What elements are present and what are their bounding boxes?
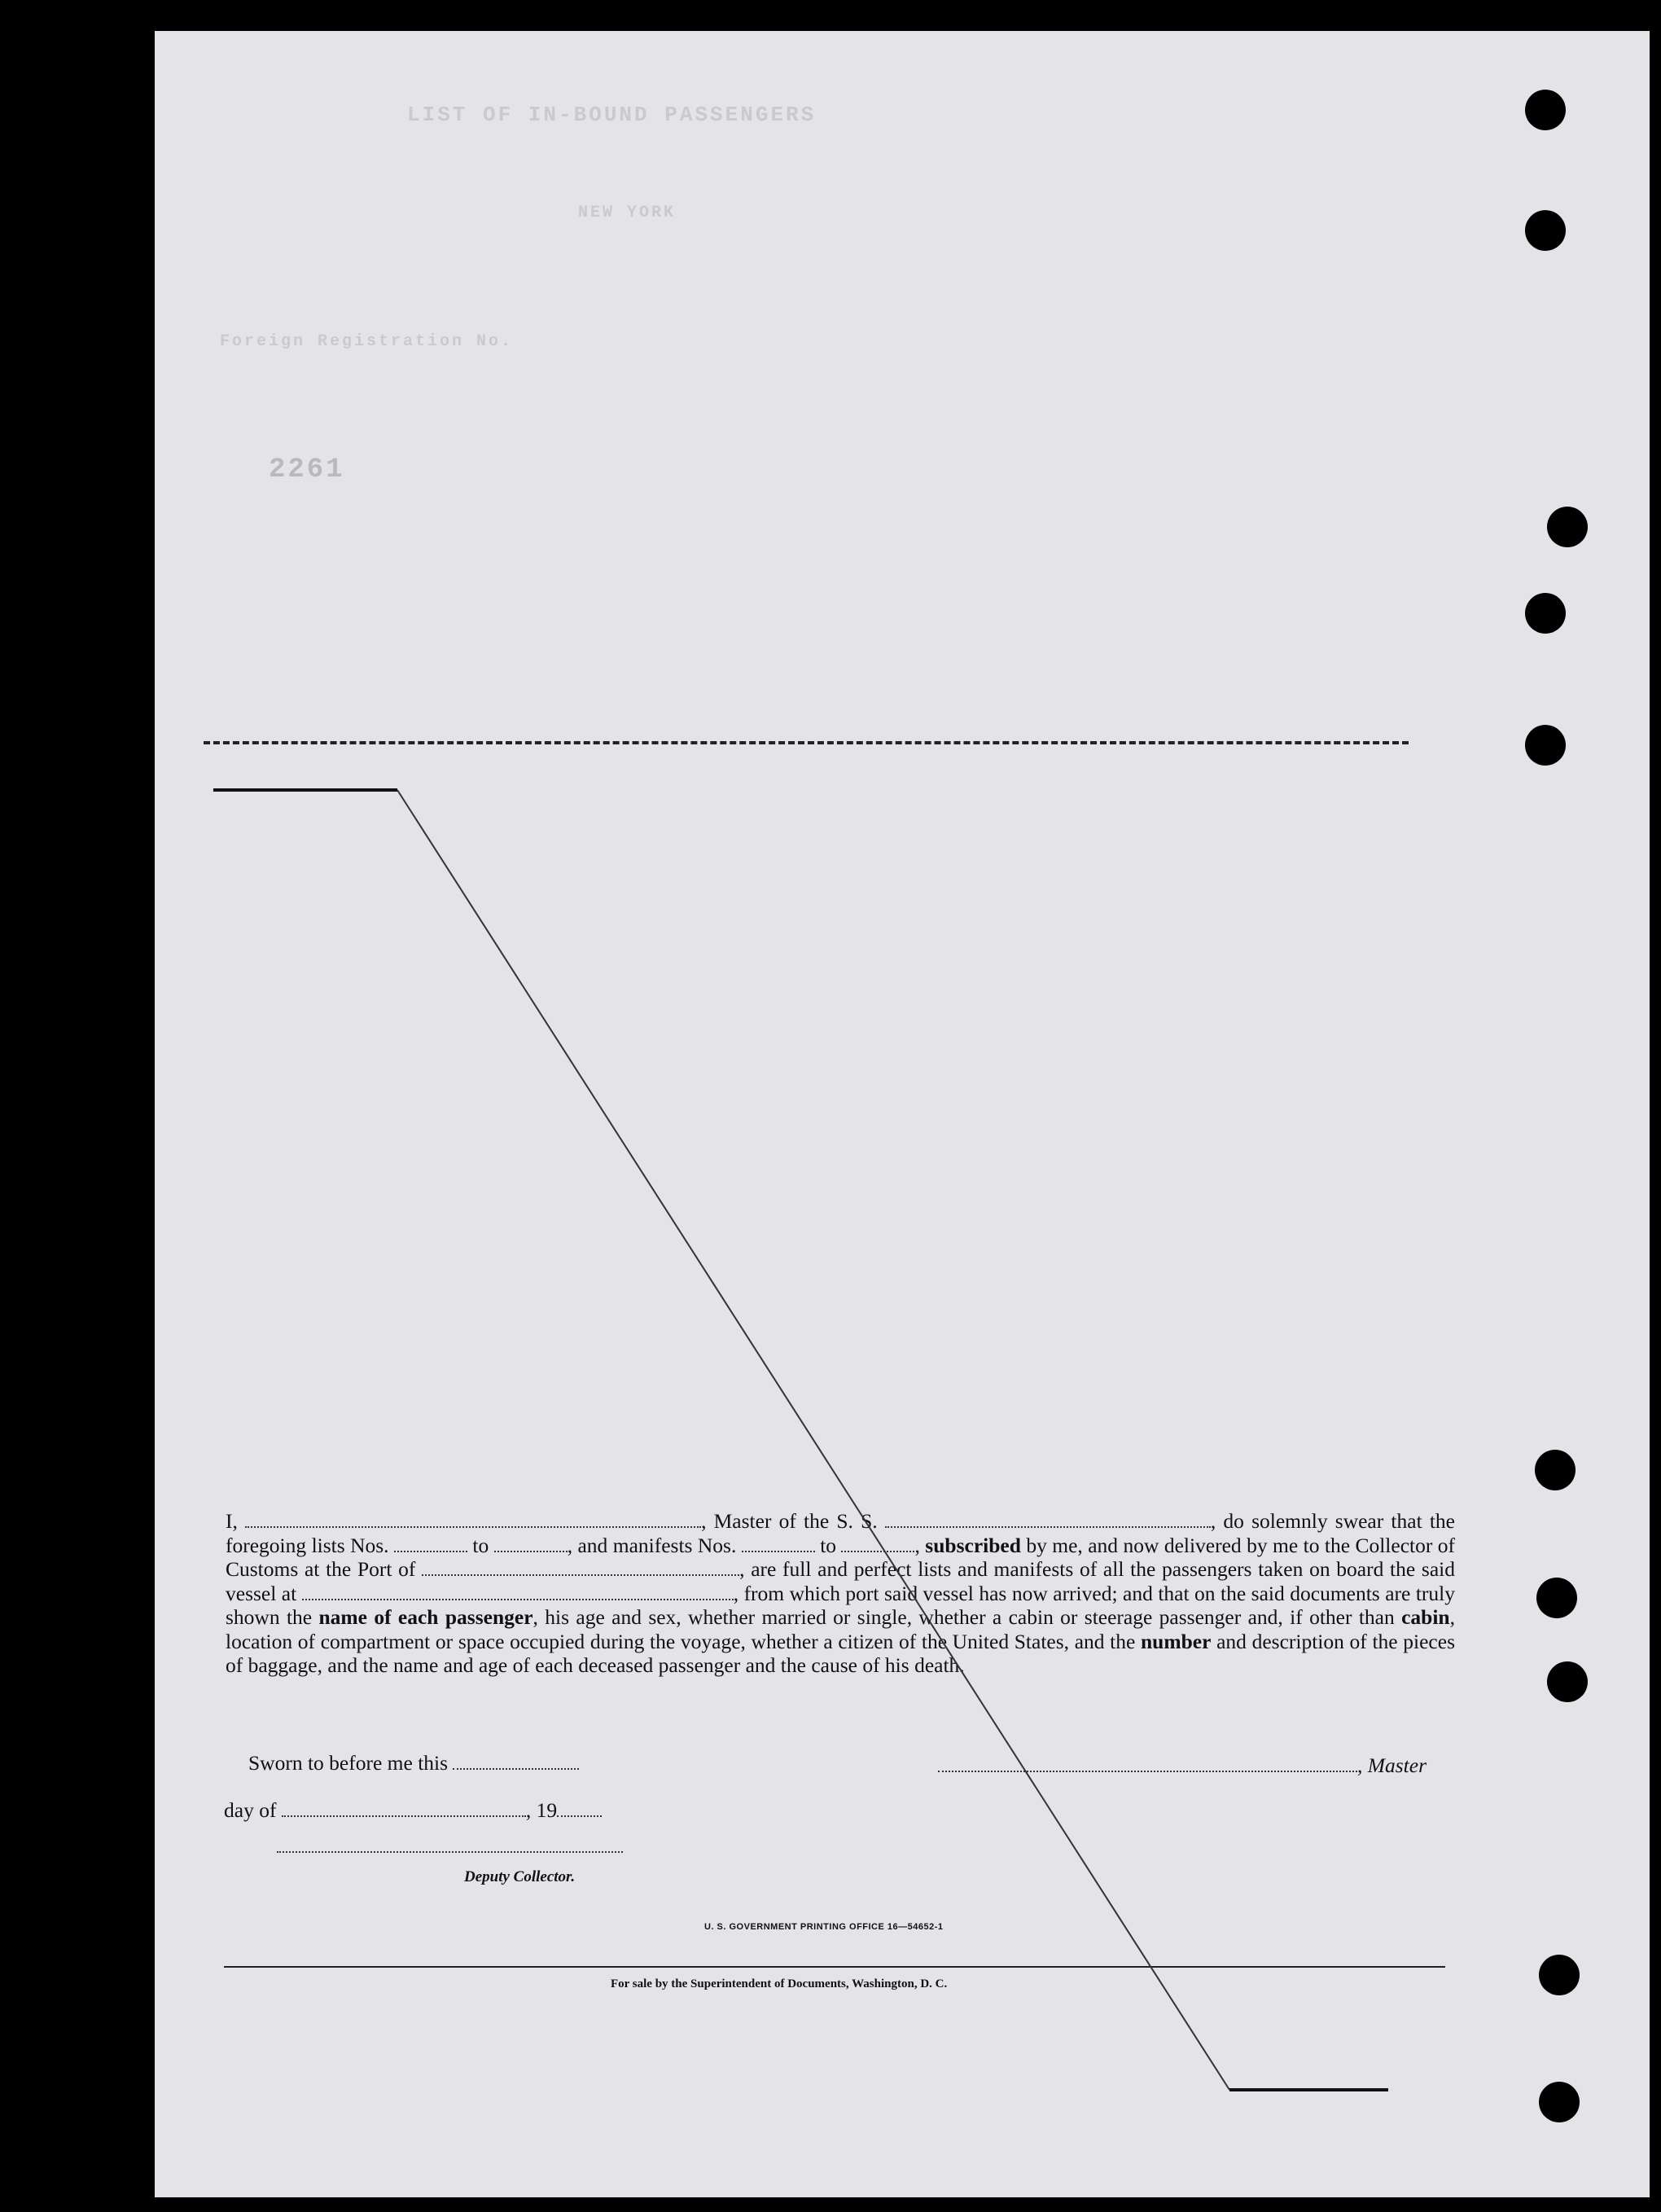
oath-text: , are full and perfect lists and manifests of all the passengers taken on board the said vessel at — [226, 1557, 1455, 1605]
sworn-label: Sworn to before me this — [248, 1751, 449, 1775]
oath-text: to — [814, 1533, 842, 1557]
cancel-diagonal — [397, 790, 1229, 2090]
faded-registration-label: Foreign Registration No. — [220, 332, 514, 351]
oath-text: and description of the pieces of baggage, and the name and age of each deceased passenger and the cause of his death. — [226, 1629, 1455, 1677]
oath-text: name of each passenger — [318, 1605, 533, 1629]
deputy-collector-label: Deputy Collector. — [464, 1868, 576, 1885]
printing-office-note: U. S. GOVERNMENT PRINTING OFFICE 16—54652-1 — [704, 1922, 944, 1932]
oath-text: by me, and now delivered by me to the Collector of Customs at the Port of — [226, 1533, 1456, 1581]
oath-text: , location of compartment or space occupied during the voyage, whether a citizen of the United States, and the — [226, 1605, 1455, 1653]
oath-text: number — [1141, 1629, 1212, 1653]
day-of-label: day of — [224, 1798, 277, 1822]
oath-text: cabin — [1401, 1605, 1450, 1629]
oath-text: , and manifests Nos. — [567, 1533, 742, 1557]
oath-text: , Master of the S. S. — [701, 1509, 885, 1533]
oath-text: I, — [226, 1509, 246, 1533]
oath-text: , his age and sex, whether married or single, whether a cabin or steerage passenger and, if other than — [532, 1605, 1402, 1629]
faded-stamp: 2261 — [269, 454, 345, 485]
master-label: , Master — [1357, 1753, 1427, 1777]
oath-text: to — [467, 1533, 494, 1557]
year-label: , 19 — [525, 1798, 558, 1822]
faded-port: NEW YORK — [578, 204, 677, 222]
faded-title: LIST OF IN-BOUND PASSENGERS — [407, 103, 817, 127]
oath-text: , do solemnly swear that the foregoing lists Nos. — [226, 1509, 1455, 1557]
oath-text: , from which port said vessel has now arrived; and that on the said documents are truly shown the — [226, 1581, 1455, 1629]
for-sale-note: For sale by the Superintendent of Documents, Washington, D. C. — [611, 1977, 948, 1990]
oath-text: subscribed — [925, 1533, 1021, 1557]
oath-text: , — [914, 1533, 926, 1557]
